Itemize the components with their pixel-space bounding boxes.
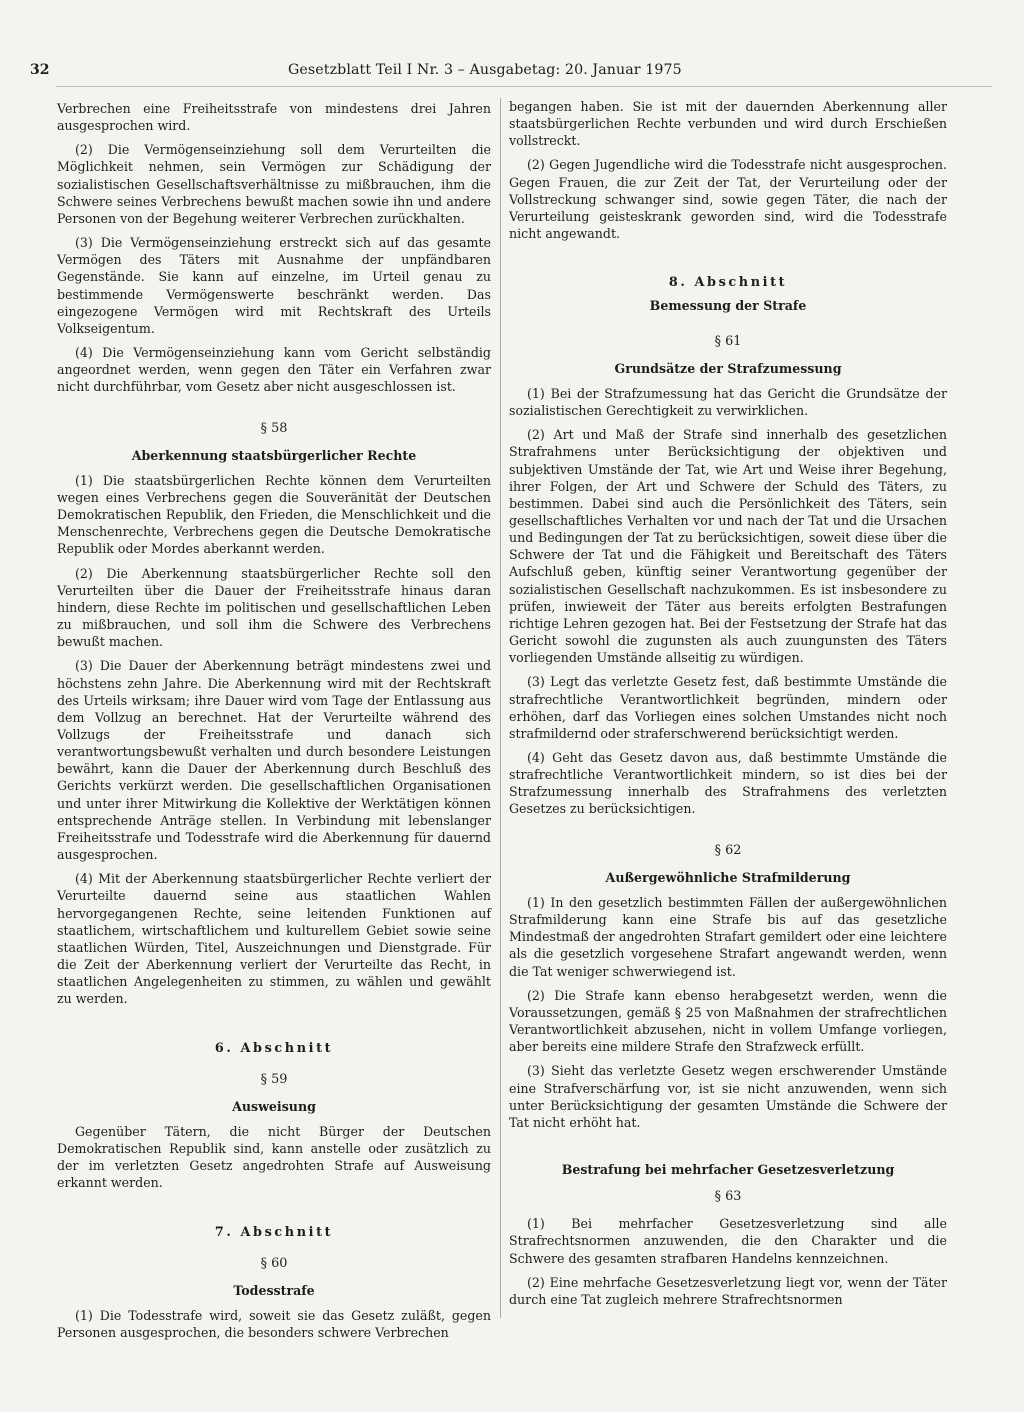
section-number: § 62: [714, 842, 742, 858]
paragraph: (3) Legt das verletzte Gesetz fest, daß bestimmte Umstände die strafrechtliche Verantwortlichkeit begründen, mindern oder erhöhen, darf das Vorliegen eines solchen Umstandes nicht noch strafmildernd oder straferschwerend berücksichtigt werden.: [509, 674, 947, 741]
section-title: Ausweisung: [232, 1098, 316, 1114]
page-header: [30, 58, 994, 84]
paragraph: (4) Geht das Gesetz davon aus, daß bestimmte Umstände die strafrechtliche Verantwortlichkeit mindern, so ist dies bei der Strafzumessung innerhalb des Strafrahmens des verletzten Gesetzes zu berücksichtigen.: [509, 750, 947, 817]
page-number: 32: [30, 62, 50, 78]
section-title: Aberkennung staatsbürgerlicher Rechte: [131, 447, 417, 463]
paragraph: (3) Sieht das verletzte Gesetz wegen erschwerender Umstände eine Strafverschärfung vor, ist sie nicht anzuwenden, wenn sich unter Berücksichtigung der gesamten Umstände die Schwere der Tat nicht erhöht hat.: [509, 1063, 947, 1130]
paragraph: Verbrechen eine Freiheitsstrafe von mindestens drei Jahren ausgesprochen wird.: [57, 101, 491, 134]
right-column: [509, 98, 947, 1315]
section-number: § 61: [714, 333, 742, 349]
paragraph: (1) In den gesetzlich bestimmten Fällen der außergewöhnlichen Strafmilderung kann eine Strafe bis auf das gesetzliche Mindestmaß der angedrohten Strafart gemildert oder eine leichtere als die gesetzlich vorgesehene Strafart angewandt werden, wenn die Tat weniger schwerwiegend ist.: [509, 894, 947, 979]
paragraph: (2) Gegen Jugendliche wird die Todesstrafe nicht ausgesprochen. Gegen Frauen, die zur Zeit der Tat, der Verurteilung oder der Vollstreckung schwanger sind, sowie gegen Täter, die nach der Verurteilung geisteskrank geworden sind, wird die Todesstrafe nicht angewandt.: [509, 157, 947, 242]
header-rule: [56, 86, 992, 87]
section-number: § 59: [260, 1071, 288, 1087]
section-title: Außergewöhnliche Strafmilderung: [605, 869, 851, 885]
paragraph: (3) Die Vermögenseinziehung erstreckt sich auf das gesamte Vermögen des Täters mit Ausnahme der unpfändbaren Gegenstände. Sie kann auf einzelne, im Urteil genau zu bestimmende Vermögenswerte beschränkt werden. Das eingezogene Vermögen wird mit Rechtskraft des Urteils Volkseigentum.: [57, 235, 491, 336]
paragraph: (2) Art und Maß der Strafe sind innerhalb des gesetzlichen Strafrahmens unter Berücksichtigung der objektiven und subjektiven Umstände der Tat, wie Art und Weise ihrer Begehung, ihrer Folgen, der Art und Schwere der Schuld des Täters, zu bestimmen. Dabei sind auch die Persönlichkeit des Täters, sein gesellschaftliches Verhalten vor und nach der Tat und die Ursachen und Bedingungen der Tat zu berücksichtigen, soweit diese über die Schwere der Tat und die Fähigkeit und Bereitschaft des Täters Aufschluß geben, künftig seiner Verantwortung gegenüber der sozialistischen Gesellschaft nachzukommen. Es ist insbesondere zu prüfen, inwieweit der Täter aus bereits erfolgten Bestrafungen richtige Lehren gezogen hat. Bei der Festsetzung der Strafe hat das Gericht sowohl die zugunsten als auch zuungunsten des Täters vorliegenden Umstände allseitig zu würdigen.: [509, 427, 947, 666]
paragraph: (2) Eine mehrfache Gesetzesverletzung liegt vor, wenn der Täter durch eine Tat zugleich mehrere Strafrechtsnormen: [509, 1274, 947, 1307]
section-number: § 63: [714, 1189, 742, 1205]
paragraph: (2) Die Aberkennung staatsbürgerlicher Rechte soll den Verurteilten über die Dauer der Freiheitsstrafe hinaus daran hindern, diese Rechte im politischen und gesellschaftlichen Leben zu mißbrauchen, und soll ihm die Schwere des Verbrechens bewußt machen.: [57, 565, 491, 650]
paragraph: (2) Die Strafe kann ebenso herabgesetzt werden, wenn die Voraussetzungen, gemäß § 25 von Maßnahmen der strafrechtlichen Verantwortlichkeit abzusehen, nicht in vollem Umfange vorliegen, aber bereits eine mildere Strafe den Strafzweck erfüllt.: [509, 987, 947, 1055]
chapter-title: Bemessung der Strafe: [649, 298, 807, 314]
section-title: Grundsätze der Strafzumessung: [614, 360, 842, 376]
paragraph: (1) Bei der Strafzumessung hat das Gericht die Grundsätze der sozialistischen Gerechtigkeit zu verwirklichen.: [509, 385, 947, 419]
chapter-heading: 6. Abschnitt: [214, 1040, 334, 1056]
left-column: [57, 100, 491, 1348]
column-divider: [500, 98, 501, 1318]
running-title: Gesetzblatt Teil I Nr. 3 – Ausgabetag: 20. Januar 1975: [288, 62, 682, 78]
section-number: § 60: [260, 1255, 288, 1271]
section-title: Todesstrafe: [233, 1282, 315, 1298]
paragraph: (4) Die Vermögenseinziehung kann vom Gericht selbständig angeordnet werden, wenn gegen den Täter ein Verfahren zwar nicht durchführbar, vom Gesetz aber nicht ausgeschlossen ist.: [57, 345, 491, 395]
paragraph: (1) Die staatsbürgerlichen Rechte können dem Verurteilten wegen eines Verbrechens gegen die Souveränität der Deutschen Demokratischen Republik, den Frieden, die Menschlichkeit und die Menschenrechte, Verbrechens gegen die Deutsche Demokratische Republik oder Mordes aberkannt werden.: [57, 472, 491, 557]
section-number: § 58: [260, 420, 288, 436]
group-title: Bestrafung bei mehrfacher Gesetzesverletzung: [561, 1161, 895, 1177]
paragraph: (4) Mit der Aberkennung staatsbürgerlicher Rechte verliert der Verurteilte dauernd seine aus staatlichen Wahlen hervorgegangenen Rechte, seine leitenden Funktionen auf staatlichem, wirtschaftlichem und kulturellem Gebiet sowie seine staatlichen Würden, Titel, Auszeichnungen und Dienstgrade. Für die Zeit der Aberkennung verliert der Verurteilte das Recht, in staatlichen Angelegenheiten zu stimmen, zu wählen und gewählt zu werden.: [57, 871, 491, 1007]
chapter-heading: 8. Abschnitt: [668, 275, 788, 291]
paragraph: (3) Die Dauer der Aberkennung beträgt mindestens zwei und höchstens zehn Jahre. Die Aberkennung wird mit der Rechtskraft des Urteils wirksam; ihre Dauer wird vom Tage der Entlassung aus dem Vollzug an berechnet. Hat der Verurteilte während des Vollzugs der Freiheitsstrafe und danach sich verantwortungsbewußt verhalten und durch besondere Leistungen bewährt, kann die Dauer der Aberkennung durch Beschluß des Gerichts verkürzt werden. Die gesellschaftlichen Organisationen und unter ihrer Mitwirkung die Kollektive der Werktätigen können entsprechende Anträge stellen. In Verbindung mit lebenslanger Freiheitsstrafe und Todesstrafe wird die Aberkennung für dauernd ausgesprochen.: [57, 658, 491, 863]
paragraph: (1) Bei mehrfacher Gesetzesverletzung sind alle Strafrechtsnormen anzuwenden, die den Charakter und die Schwere des gesamten strafbaren Handelns kennzeichnen.: [509, 1216, 947, 1266]
chapter-heading: 7. Abschnitt: [214, 1224, 334, 1240]
paragraph: (1) Die Todesstrafe wird, soweit sie das Gesetz zuläßt, gegen Personen ausgesprochen, die besonders schwere Verbrechen: [57, 1308, 491, 1341]
paragraph: Gegenüber Tätern, die nicht Bürger der Deutschen Demokratischen Republik sind, kann anstelle oder zusätzlich zu der im verletzten Gesetz angedrohten Strafe auf Ausweisung erkannt werden.: [57, 1123, 491, 1191]
paragraph: begangen haben. Sie ist mit der dauernden Aberkennung aller staatsbürgerlichen Rechte verbunden und wird durch Erschießen vollstreckt.: [509, 99, 947, 149]
paragraph: (2) Die Vermögenseinziehung soll dem Verurteilten die Möglichkeit nehmen, sein Vermögen zur Schädigung der sozialistischen Gesellschaftsverhältnisse zu mißbrauchen, ihm die Schwere seines Verbrechens bewußt machen sowie ihn und andere Personen von der Begehung weiterer Verbrechen zurückhalten.: [57, 142, 491, 226]
